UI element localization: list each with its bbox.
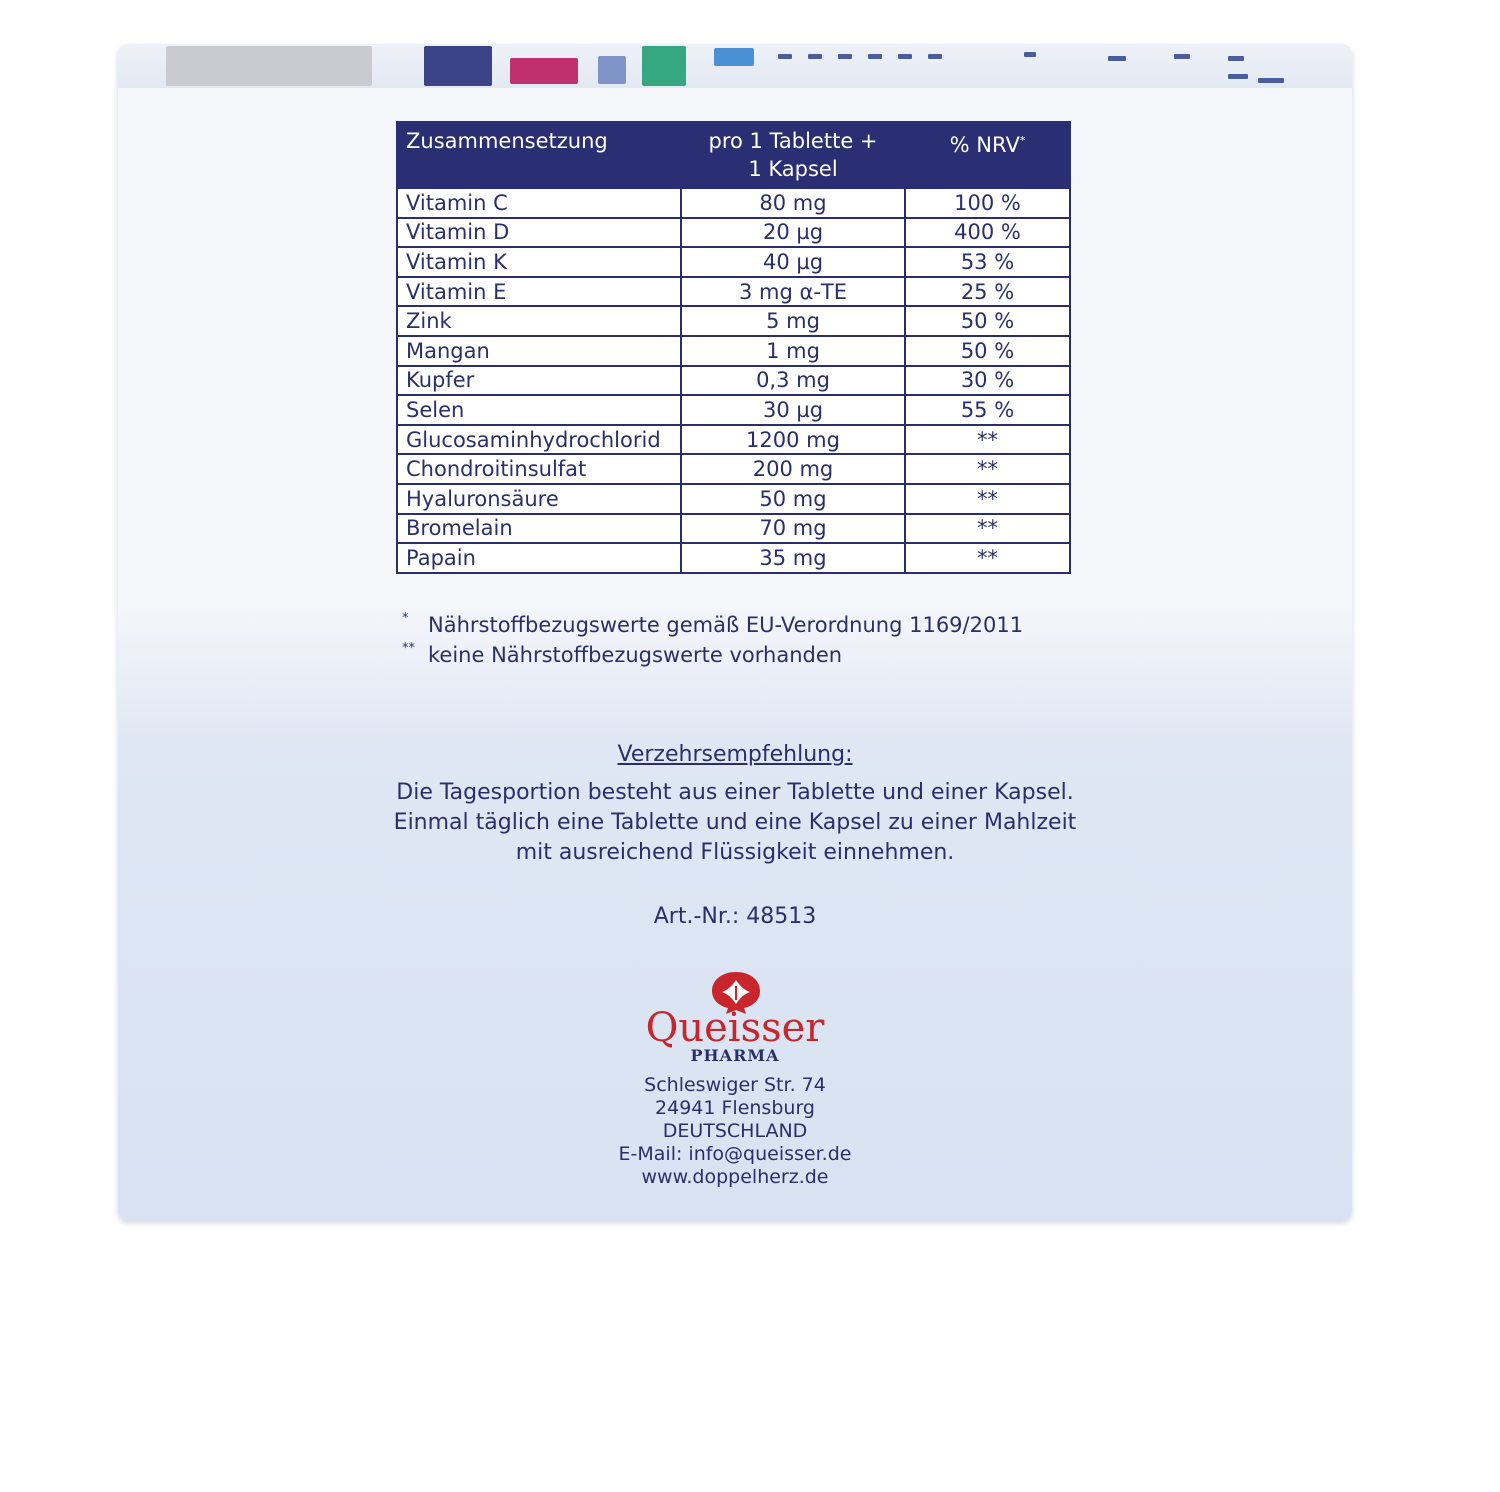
row-amount: 0,3 mg (681, 366, 905, 396)
row-amount: 35 mg (681, 543, 905, 573)
flap-print-block (642, 46, 686, 86)
flap-print-dash (868, 54, 882, 59)
flap-print-dash (1228, 56, 1244, 61)
row-nutrient-name: Glucosaminhydrochlorid (397, 425, 681, 455)
row-nrv: 30 % (905, 366, 1070, 396)
table-row (397, 425, 1070, 455)
row-nrv: 100 % (905, 188, 1070, 218)
flap-print-dash (928, 54, 942, 59)
flap-print-dash (1258, 78, 1284, 83)
flap-print-dash (778, 54, 792, 59)
row-nutrient-name: Selen (397, 395, 681, 425)
row-nutrient-name: Vitamin K (397, 247, 681, 277)
row-nrv: ** (905, 514, 1070, 544)
header-nrv-mark: * (1019, 134, 1026, 147)
nutrition-table (396, 121, 1071, 574)
flap-print-block (598, 56, 626, 84)
flap-print-dash (898, 54, 912, 59)
row-nutrient-name: Vitamin C (397, 188, 681, 218)
header-nrv-label: % NRV (949, 133, 1020, 157)
row-nrv: ** (905, 454, 1070, 484)
flap-print-dash (808, 54, 822, 59)
footnote-row (402, 640, 1023, 670)
table-row (397, 543, 1070, 573)
row-nrv: ** (905, 425, 1070, 455)
header-nrv (905, 122, 1070, 188)
table-row (397, 277, 1070, 307)
table-row (397, 306, 1070, 336)
row-nrv: 55 % (905, 395, 1070, 425)
row-nutrient-name: Vitamin E (397, 277, 681, 307)
nutrition-table-wrap (396, 121, 1071, 574)
footnotes (402, 610, 1023, 670)
row-nutrient-name: Vitamin D (397, 218, 681, 248)
row-nrv: ** (905, 484, 1070, 514)
product-box-back (118, 44, 1352, 1220)
table-row (397, 188, 1070, 218)
row-amount: 3 mg α-TE (681, 277, 905, 307)
address-city: 24941 Flensburg (655, 1097, 815, 1119)
row-amount: 40 µg (681, 247, 905, 277)
table-row (397, 454, 1070, 484)
table-row (397, 514, 1070, 544)
flap-print-block (714, 48, 754, 66)
article-number: Art.-Nr.: 48513 (653, 904, 817, 929)
row-nutrient-name: Hyaluronsäure (397, 484, 681, 514)
row-nrv: 25 % (905, 277, 1070, 307)
row-amount: 30 µg (681, 395, 905, 425)
table-row (397, 247, 1070, 277)
manufacturer-address (118, 1074, 1352, 1189)
row-nutrient-name: Bromelain (397, 514, 681, 544)
flap-print-dash (1228, 74, 1248, 79)
table-row (397, 484, 1070, 514)
usage-line: Einmal täglich eine Tablette und eine Kapsel zu einer Mahlzeit (393, 810, 1077, 835)
table-row (397, 366, 1070, 396)
row-amount: 1 mg (681, 336, 905, 366)
address-website: www.doppelherz.de (641, 1166, 829, 1188)
row-nutrient-name: Chondroitinsulfat (397, 454, 681, 484)
row-nutrient-name: Zink (397, 306, 681, 336)
brand-name: Queisser (645, 1005, 825, 1051)
row-amount: 200 mg (681, 454, 905, 484)
header-per-portion-line1: pro 1 Tablette + (708, 129, 878, 153)
address-country: DEUTSCHLAND (662, 1120, 808, 1142)
brand-subtitle: PHARMA (690, 1046, 780, 1065)
header-per-portion-line2: 1 Kapsel (748, 157, 838, 181)
row-nrv: ** (905, 543, 1070, 573)
flap-print-block (510, 58, 578, 84)
usage-title: Verzehrsempfehlung: (617, 742, 853, 767)
row-amount: 5 mg (681, 306, 905, 336)
usage-line: mit ausreichend Flüssigkeit einnehmen. (515, 840, 955, 865)
row-nutrient-name: Kupfer (397, 366, 681, 396)
row-nrv: 400 % (905, 218, 1070, 248)
row-nrv: 50 % (905, 306, 1070, 336)
footnote-mark: * (402, 611, 409, 626)
footnote-text: Nährstoffbezugswerte gemäß EU-Verordnung 1169/2011 (428, 613, 1024, 637)
row-amount: 1200 mg (681, 425, 905, 455)
row-nutrient-name: Mangan (397, 336, 681, 366)
footnote-row (402, 610, 1023, 640)
table-row (397, 395, 1070, 425)
row-amount: 50 mg (681, 484, 905, 514)
table-row (397, 336, 1070, 366)
row-nutrient-name: Papain (397, 543, 681, 573)
box-top-flap (118, 44, 1352, 88)
footnote-text: keine Nährstoffbezugswerte vorhanden (428, 643, 843, 667)
header-composition: Zusammensetzung (397, 122, 681, 188)
flap-print-dash (838, 54, 852, 59)
flap-print-dash (1024, 52, 1036, 57)
footnote-mark: ** (402, 641, 415, 656)
table-header-row (397, 122, 1070, 188)
address-street: Schleswiger Str. 74 (644, 1074, 826, 1096)
row-nrv: 50 % (905, 336, 1070, 366)
row-amount: 70 mg (681, 514, 905, 544)
table-row (397, 218, 1070, 248)
row-amount: 80 mg (681, 188, 905, 218)
flap-print-dash (1174, 54, 1190, 59)
header-per-portion (681, 122, 905, 188)
flap-print-block (424, 46, 492, 86)
flap-print-dash (1108, 56, 1126, 61)
flap-print-block (166, 46, 372, 86)
row-nrv: 53 % (905, 247, 1070, 277)
address-email: E-Mail: info@queisser.de (618, 1143, 852, 1165)
usage-line: Die Tagesportion besteht aus einer Tablette und einer Kapsel. (396, 780, 1074, 805)
usage-recommendation (118, 740, 1352, 868)
nutrition-table-body (397, 188, 1070, 573)
row-amount: 20 µg (681, 218, 905, 248)
